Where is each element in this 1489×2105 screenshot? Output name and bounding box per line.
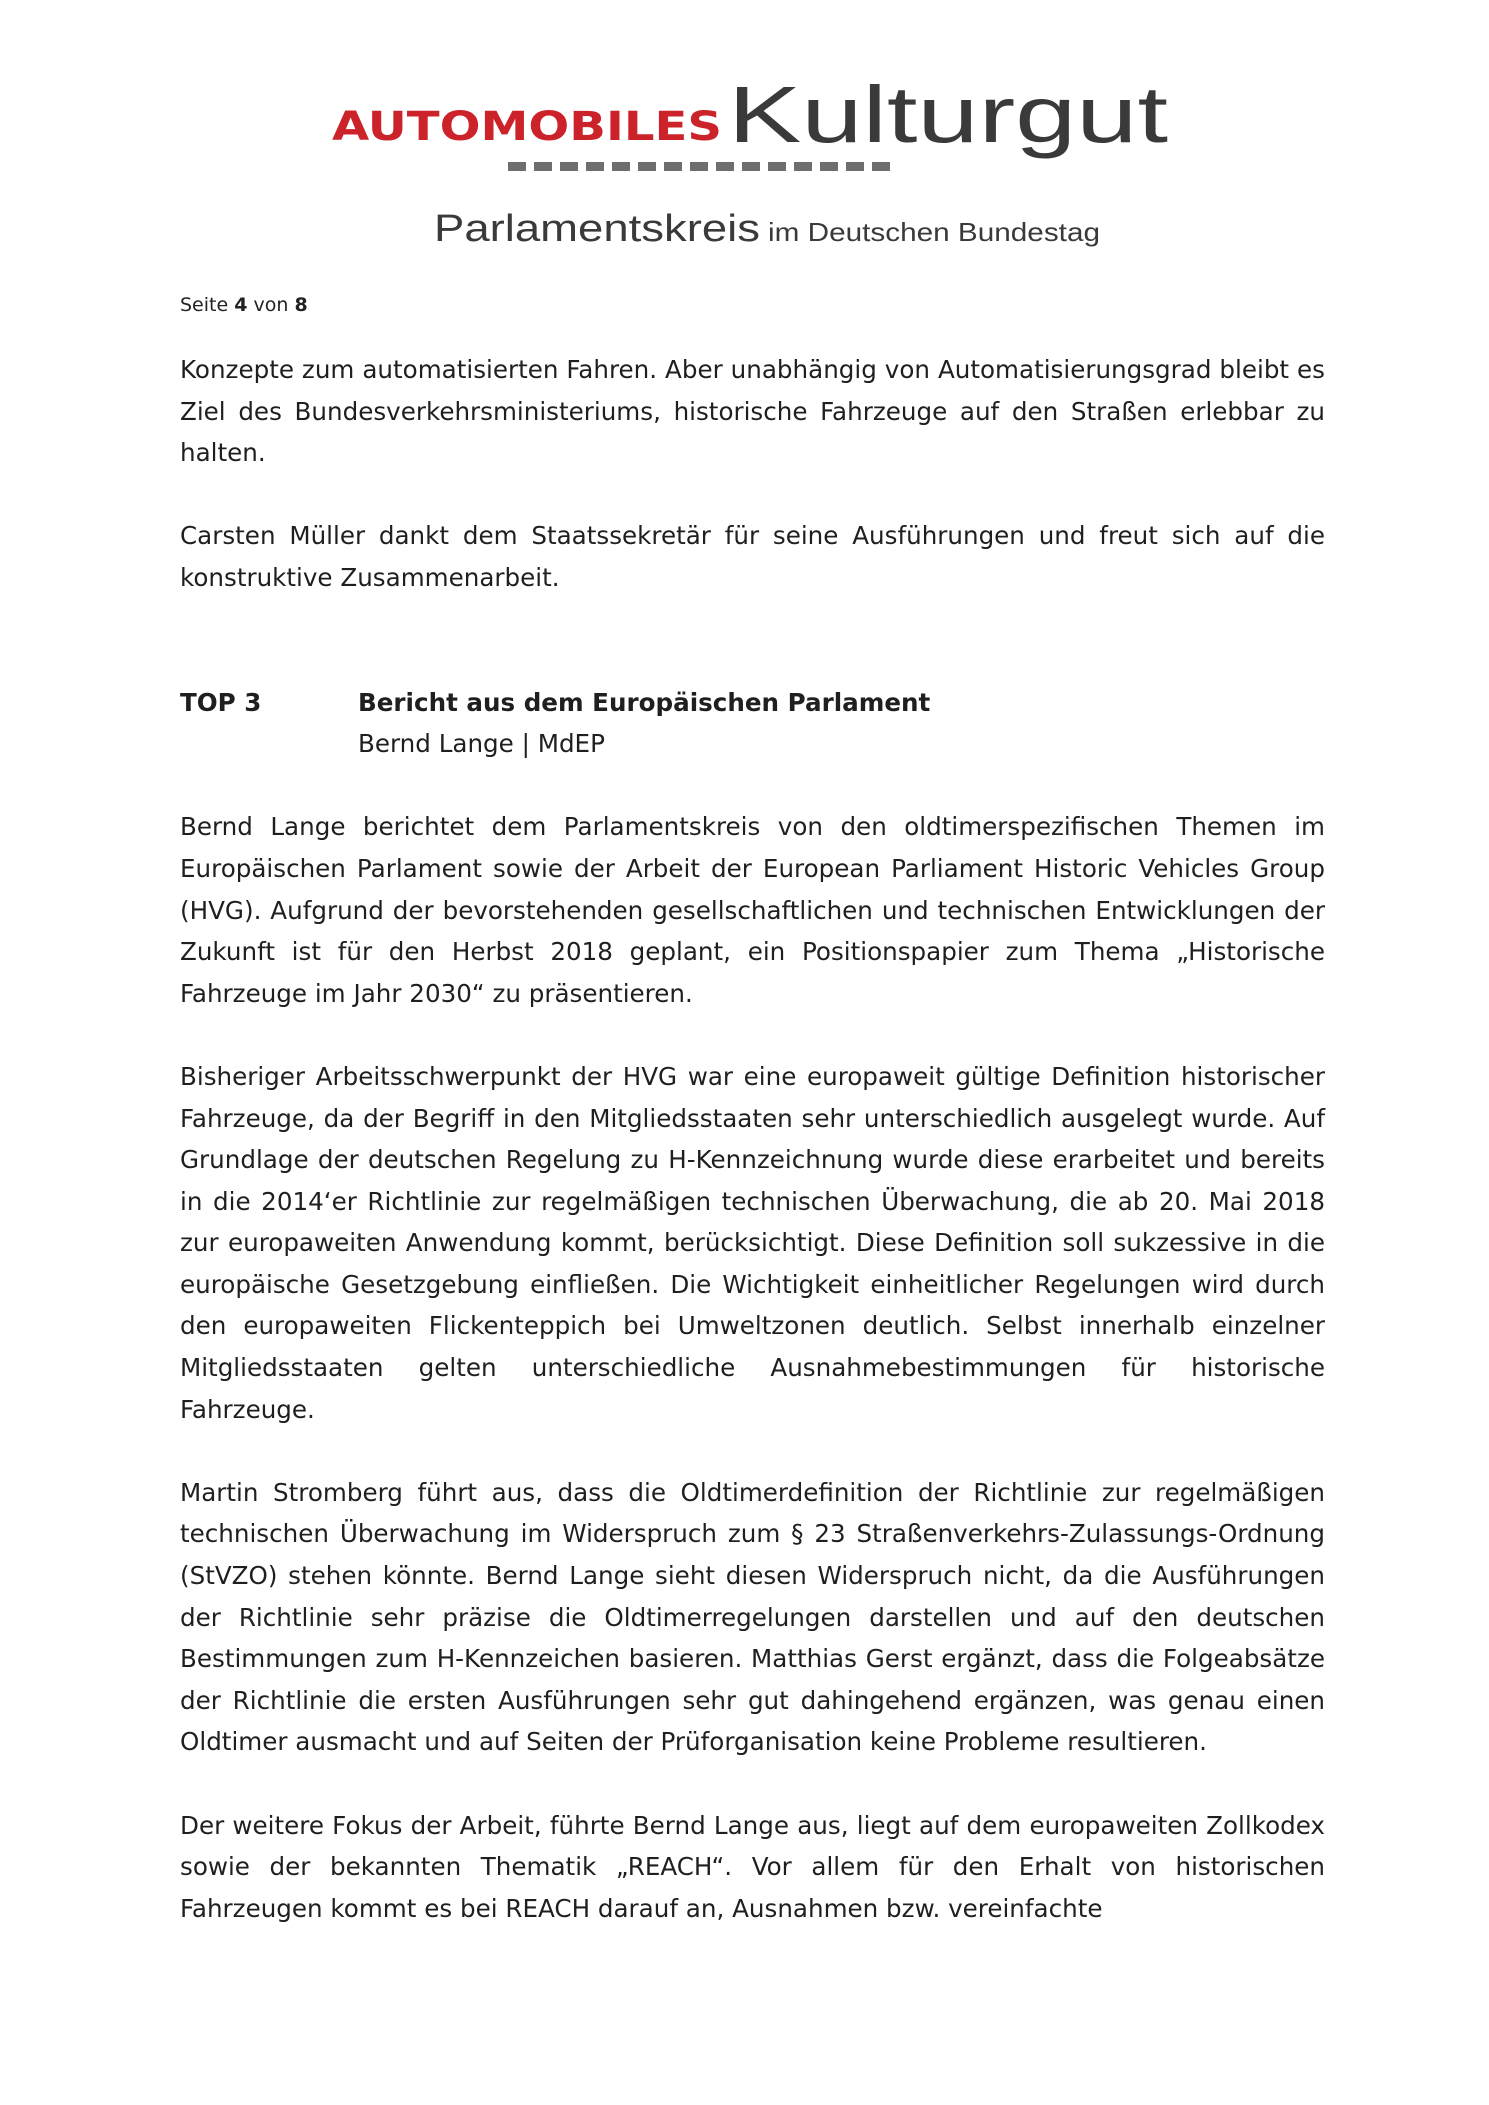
logo-dash (768, 162, 786, 171)
agenda-item-speaker: Bernd Lange | MdEP (358, 729, 605, 759)
agenda-item-title: Bericht aus dem Europäischen Parlament (358, 687, 931, 717)
logo-dash (742, 162, 760, 171)
logo-dash (664, 162, 682, 171)
page-number-of: von (253, 294, 289, 316)
agenda-item-label: TOP 3 (180, 687, 262, 717)
letterhead (0, 0, 1489, 260)
document-body (180, 349, 1325, 1971)
page-number-prefix: Seite (180, 294, 229, 316)
logo-dash (872, 162, 890, 171)
agenda-item-top3 (180, 682, 1325, 765)
logo-dash (690, 162, 708, 171)
paragraph-reach: Der weitere Fokus der Arbeit, führte Bernd Lange aus, liegt auf dem europaweiten Zollkodex sowie der bekannten Thematik „REACH“. Vor allem für den Erhalt von historischen Fahrzeugen kommt es bei REACH darauf an, Ausnahmen bzw. vereinfachte (180, 1810, 1325, 1923)
logo-word-kulturgut: Kulturgut (728, 70, 1168, 159)
logo-dash (716, 162, 734, 171)
logo-word-automobiles: AUTOMOBILES (332, 104, 722, 150)
logo-dash-row (508, 162, 890, 171)
paragraph-stromberg: Martin Stromberg führt aus, dass die Oldtimerdefinition der Richtlinie zur regelmäßigen technischen Überwachung im Widerspruch zum § 23 Straßenverkehrs-Zulassungs-Ordnung (StVZO) stehen könnte. Bernd Lange sieht diesen Widerspruch nicht, da die Ausführungen der Richtlinie sehr präzise die Oldtimerregelungen darstellen und auf den deutschen Bestimmungen zum H-Kennzeichen basieren. Matthias Gerst ergänzt, dass die Folgeabsätze der Richtlinie die ersten Ausführungen sehr gut dahingehend ergänzen, was genau einen Oldtimer ausmacht und auf Seiten der Prüforganisation keine Probleme resultieren. (180, 1477, 1325, 1757)
paragraph-hvg-definition: Bisheriger Arbeitsschwerpunkt der HVG war eine europaweit gültige Definition historischer Fahrzeuge, da der Begriff in den Mitgliedsstaaten sehr unterschiedlich ausgelegt wurde. Auf Grundlage der deutschen Regelung zu H-Kennzeichnung wurde diese erarbeitet und bereits in die 2014‘er Richtlinie zur regelmäßigen technischen Überwachung, die ab 20. Mai 2018 zur europaweiten Anwendung kommt, berücksichtigt. Diese Definition soll sukzessive in die europäische Gesetzgebung einfließen. Die Wichtigkeit einheitlicher Regelungen wird durch den europaweiten Flickenteppich bei Umweltzonen deutlich. Selbst innerhalb einzelner Mitgliedsstaaten gelten unterschiedliche Ausnahmebestimmungen für historische Fahrzeuge. (180, 1061, 1325, 1424)
logo-dash (508, 162, 526, 171)
page-number-total: 8 (294, 294, 308, 316)
page-number-current: 4 (234, 294, 248, 316)
logo-dash (638, 162, 656, 171)
logo-dash (560, 162, 578, 171)
page-number (180, 294, 308, 316)
logo-dash (820, 162, 838, 171)
paragraph-lange-report: Bernd Lange berichtet dem Parlamentskreis von den oldtimerspezifischen Themen im Europäischen Parlament sowie der Arbeit der European Parliament Historic Vehicles Group (HVG). Aufgrund der bevorstehenden gesellschaftlichen und technischen Entwicklungen der Zukunft ist für den Herbst 2018 geplant, ein Positionspapier zum Thema „Historische Fahrzeuge im Jahr 2030“ zu präsentieren. (180, 812, 1325, 1008)
automobiles-kulturgut-logo (320, 50, 1180, 260)
paragraph-automated-driving: Konzepte zum automatisierten Fahren. Aber unabhängig von Automatisierungsgrad bleibt es Ziel des Bundesverkehrsministeriums, historische Fahrzeuge auf den Straßen erlebbar zu halten. (180, 355, 1325, 468)
logo-dash (612, 162, 630, 171)
paragraph-thanks: Carsten Müller dankt dem Staatssekretär für seine Ausführungen und freut sich auf die konstruktive Zusammenarbeit. (180, 521, 1325, 592)
subtitle-parlamentskreis: Parlamentskreis (434, 208, 760, 250)
logo-dash (846, 162, 864, 171)
logo-dash (534, 162, 552, 171)
logo-dash (586, 162, 604, 171)
logo-dash (794, 162, 812, 171)
subtitle-im-deutschen-bundestag: im Deutschen Bundestag (768, 217, 1100, 247)
